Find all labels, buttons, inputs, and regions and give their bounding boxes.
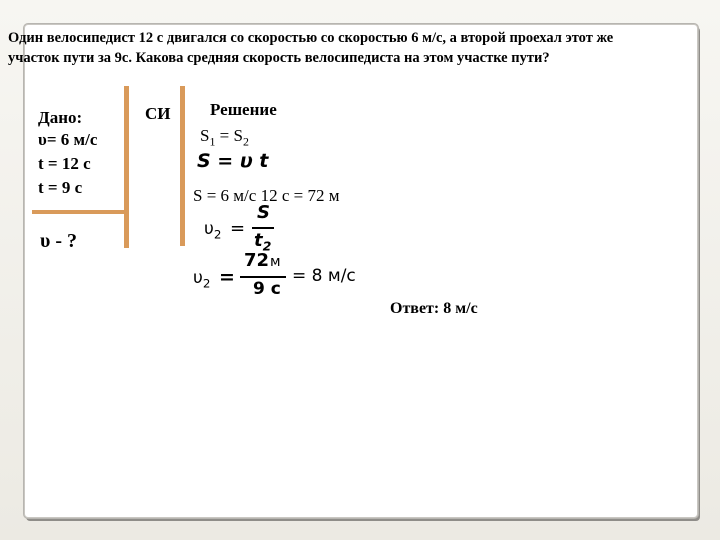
fraction-bar-2	[240, 276, 286, 278]
problem-line-1: Один велосипедист 12 с двигался со скоростью со скоростью 6 м/с, а второй проехал этот же	[8, 30, 614, 46]
given-time-1: t = 12 с	[38, 154, 91, 173]
given-underline	[32, 210, 129, 214]
v2-result-equals: =	[219, 266, 235, 288]
t-symbol: t	[254, 230, 263, 251]
s1-symbol: S	[200, 126, 210, 145]
distance-calculation: S = 6 м/с 12 с = 72 м	[193, 186, 340, 205]
t-subscript: 2	[262, 238, 272, 254]
v2-result-symbol: υ	[193, 268, 203, 288]
numerator-value: 72	[244, 250, 270, 271]
distance-formula: S = υ t	[197, 150, 269, 172]
v2-symbol: υ	[204, 219, 214, 239]
solution-title: Решение	[210, 100, 277, 119]
s1-subscript: 1	[209, 134, 216, 149]
v2-result-lhs	[193, 268, 210, 290]
equal-distance-formula	[200, 126, 249, 149]
v2-formula-lhs	[204, 219, 221, 241]
given-si-divider	[124, 86, 129, 248]
v2-equals: =	[230, 218, 246, 239]
problem-statement	[8, 28, 708, 68]
given-unknown: υ - ?	[40, 230, 78, 252]
si-label: СИ	[145, 104, 171, 123]
given-velocity: υ= 6 м/с	[38, 130, 98, 149]
given-time-2: t = 9 с	[38, 178, 83, 197]
given-title: Дано:	[38, 108, 83, 127]
answer: Ответ: 8 м/с	[390, 300, 478, 317]
v2-subscript: 2	[213, 227, 222, 242]
result-value: = 8 м/с	[292, 266, 356, 286]
s2-symbol: = S	[215, 126, 243, 145]
problem-line-2: участок пути за 9с. Какова средняя скорость велосипедиста на этом участке пути?	[8, 50, 550, 66]
si-solution-divider	[180, 86, 185, 246]
denominator-value: 9 с	[253, 279, 281, 299]
numerator-unit: м	[270, 254, 281, 270]
s2-subscript: 2	[242, 134, 249, 149]
fraction-numerator-s: S	[257, 202, 270, 223]
v2-result-subscript: 2	[202, 276, 211, 291]
fraction-bar-1	[252, 227, 274, 229]
